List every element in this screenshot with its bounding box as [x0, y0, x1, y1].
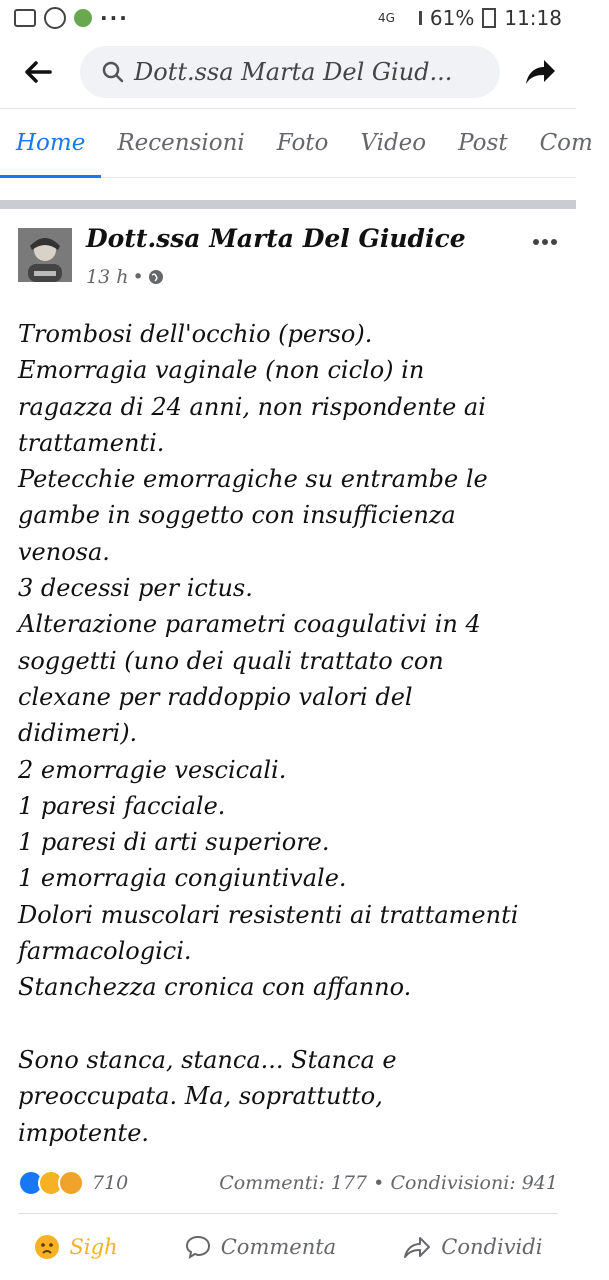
post-line: impotente.	[18, 1118, 150, 1147]
share-arrow-icon	[524, 58, 556, 86]
avatar[interactable]	[18, 228, 72, 282]
search-icon	[102, 61, 124, 83]
section-divider	[0, 200, 576, 209]
post-author[interactable]: Dott.ssa Marta Del Giudice	[86, 224, 466, 253]
post-line: Dolori muscolari resistenti ai trattamenti	[18, 900, 519, 929]
post-line: Stanchezza cronica con affanno.	[18, 973, 412, 1002]
reaction-label: Sigh	[69, 1235, 118, 1259]
comment-button[interactable]	[185, 1235, 336, 1259]
post-line: clexane per raddoppio valori del	[18, 682, 413, 711]
tab-videos[interactable]: Video	[360, 130, 427, 156]
gallery-icon	[14, 9, 36, 27]
post-line: 2 emorragie vescicali.	[18, 755, 287, 784]
post-actions	[0, 1222, 576, 1272]
shares-count[interactable]: Condivisioni: 941	[390, 1172, 558, 1194]
tab-community[interactable]: Com	[539, 130, 593, 156]
meta-separator: •	[132, 266, 144, 288]
search-field[interactable]	[80, 46, 500, 98]
network-type: 4G	[377, 11, 395, 25]
share-label: Condividi	[441, 1235, 543, 1259]
post-line: Petecchie emorragiche su entrambe le	[18, 465, 488, 494]
post-line: Trombosi dell'occhio (perso).	[18, 320, 373, 348]
profile-photo	[18, 228, 72, 282]
post-line: gambe in soggetto con insufficienza	[18, 501, 456, 530]
care-reaction-icon	[58, 1170, 84, 1196]
post-line: Emorragia vaginale (non ciclo) in	[18, 356, 425, 385]
post-header	[18, 224, 558, 294]
actions-divider	[18, 1213, 558, 1214]
share-button[interactable]	[403, 1235, 542, 1259]
post-options-button[interactable]	[532, 224, 558, 252]
share-page-button[interactable]	[514, 46, 566, 98]
reactions-bar	[18, 1166, 558, 1200]
post-line: Sono stanca, stanca... Stanca e	[18, 1045, 397, 1074]
back-arrow-icon	[24, 60, 52, 84]
battery-level: 61%	[429, 6, 475, 30]
post-meta	[86, 266, 164, 288]
tab-photos[interactable]: Foto	[276, 130, 329, 156]
back-button[interactable]	[12, 46, 64, 98]
more-notifications: ···	[100, 6, 129, 30]
status-bar	[0, 0, 576, 36]
post-line: preoccupata. Ma, soprattutto,	[18, 1082, 383, 1111]
post-line: ragazza di 24 anni, non rispondente ai	[18, 392, 486, 421]
reactions-count: 710	[92, 1172, 129, 1194]
battery-icon	[482, 8, 496, 28]
post-time[interactable]: 13 h	[86, 266, 129, 288]
blank-line	[18, 1006, 558, 1042]
share-icon	[403, 1235, 431, 1259]
count-separator: •	[373, 1172, 385, 1194]
page-tabs	[0, 108, 593, 178]
globe-icon	[148, 269, 164, 285]
tab-home[interactable]: Home	[0, 108, 101, 178]
post-line: 1 paresi di arti superiore.	[18, 828, 330, 857]
clock: 11:18	[504, 6, 562, 30]
reaction-button[interactable]	[34, 1234, 118, 1260]
sigh-emoji-icon	[34, 1234, 60, 1260]
tab-reviews[interactable]: Recensioni	[117, 130, 245, 156]
post-line: soggetti (uno dei quali trattato con	[18, 646, 444, 675]
search-header	[0, 36, 576, 108]
comment-bubble-icon	[185, 1235, 211, 1259]
engagement-counts	[219, 1172, 558, 1194]
more-dots-icon	[532, 238, 558, 246]
comment-label: Commenta	[220, 1235, 337, 1259]
comments-count[interactable]: Commenti: 177	[219, 1172, 368, 1194]
reaction-summary[interactable]	[18, 1170, 128, 1196]
post-line: didimeri).	[18, 719, 138, 748]
post-line: Alterazione parametri coagulativi in 4	[18, 610, 481, 639]
post-line: 1 emorragia congiuntivale.	[18, 864, 347, 893]
post-line: 3 decessi per ictus.	[18, 574, 253, 603]
post-line: trattamenti.	[18, 428, 165, 457]
post-line: 1 paresi facciale.	[18, 791, 226, 820]
search-query: Dott.ssa Marta Del Giud...	[134, 58, 453, 86]
post-body	[18, 316, 558, 1151]
tab-posts[interactable]: Post	[458, 130, 508, 156]
whatsapp-icon	[44, 7, 66, 29]
post-line: venosa.	[18, 537, 110, 566]
app-icon	[74, 9, 92, 27]
signal-icon	[403, 11, 422, 25]
post-line: farmacologici.	[18, 937, 192, 966]
